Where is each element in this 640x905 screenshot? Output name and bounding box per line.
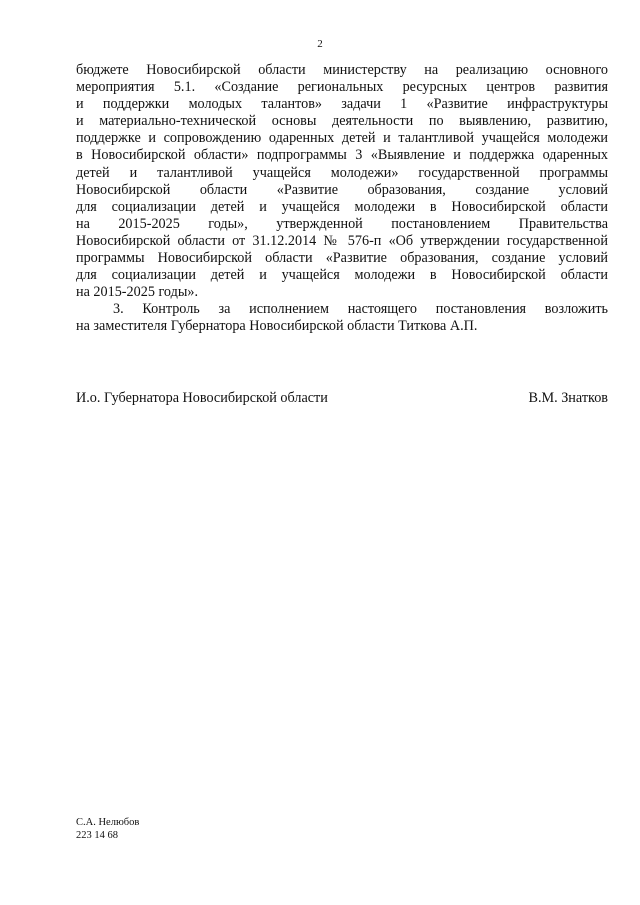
text-line: Новосибирской области «Развитие образования, создание условий bbox=[76, 181, 608, 198]
text-line: бюджете Новосибирской области министерству на реализацию основного bbox=[76, 62, 608, 78]
page-number: 2 bbox=[317, 38, 323, 50]
text-line: мероприятия 5.1. «Создание региональных ресурсных центров развития bbox=[76, 79, 608, 96]
text-line: на 2015-2025 годы». bbox=[76, 284, 198, 301]
signatory-name: В.М. Знатков bbox=[528, 390, 608, 406]
text-line: в Новосибирской области» подпрограммы 3 «Выявление и поддержка одаренных bbox=[76, 147, 608, 164]
paragraph-control bbox=[76, 301, 608, 335]
text-line: для социализации детей и учащейся молодежи в Новосибирской области bbox=[76, 267, 608, 284]
document-body bbox=[76, 62, 608, 336]
text-line: Новосибирской области от 31.12.2014 № 576-п «Об утверждении государственной bbox=[76, 232, 608, 249]
executor-name: С.А. Нелюбов bbox=[76, 817, 140, 828]
text-line: программы Новосибирской области «Развитие образования, создание условий bbox=[76, 250, 608, 267]
text-line: 3. Контроль за исполнением настоящего постановления возложить bbox=[113, 301, 608, 318]
executor-phone: 223 14 68 bbox=[76, 829, 118, 841]
text-line: детей и талантливой учащейся молодежи» государственной программы bbox=[76, 164, 608, 181]
text-line: на заместителя Губернатора Новосибирской области Титкова А.П. bbox=[76, 318, 478, 335]
text-line: и поддержки молодых талантов» задачи 1 «Развитие инфраструктуры bbox=[76, 96, 608, 113]
text-line: и материально-технической основы деятельности по выявлению, развитию, bbox=[76, 113, 608, 130]
paragraph-funding bbox=[76, 62, 608, 301]
executor-info bbox=[76, 817, 139, 842]
text-line: поддержке и сопровождению одаренных детей и талантливой учащейся молодежи bbox=[76, 130, 608, 147]
text-line: на 2015-2025 годы», утвержденной постановлением Правительства bbox=[76, 215, 608, 232]
signatory-title: И.о. Губернатора Новосибирской области bbox=[76, 390, 328, 406]
text-line: для социализации детей и учащейся молодежи в Новосибирской области bbox=[76, 198, 608, 215]
